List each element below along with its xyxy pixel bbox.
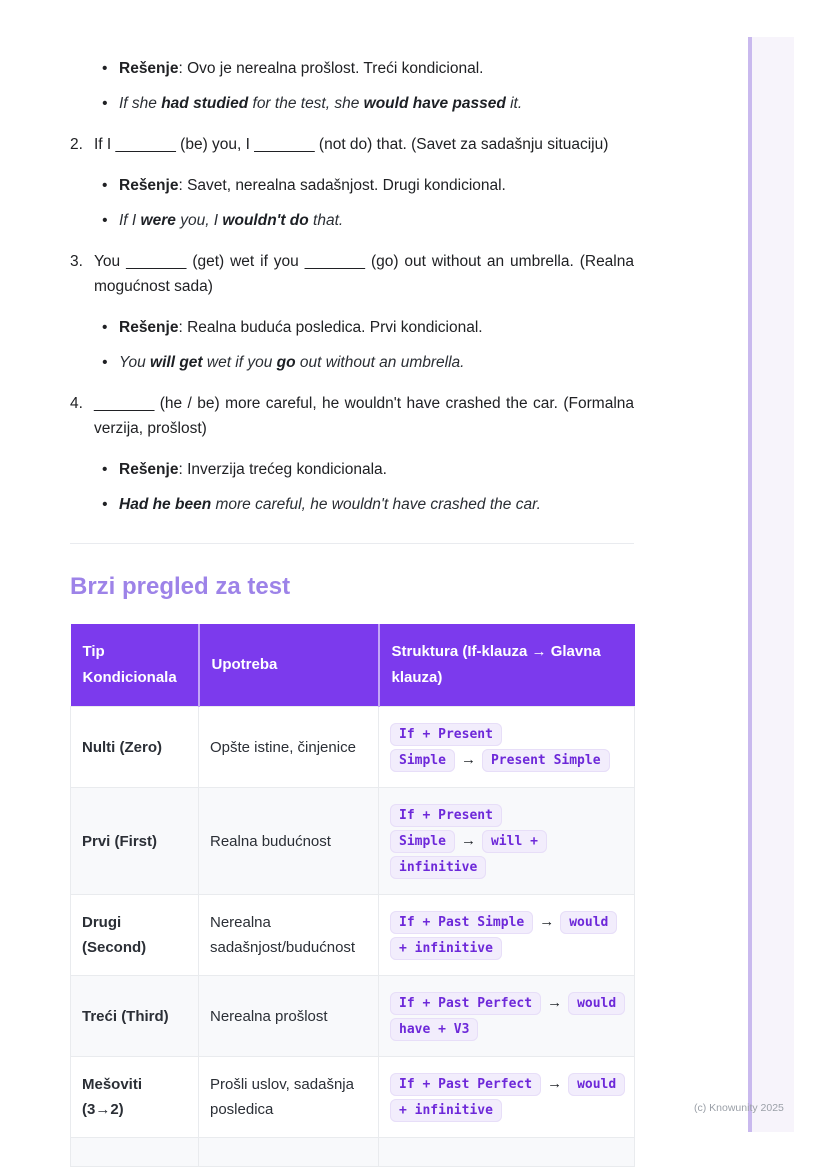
cell-usage: Nerealna sadašnjost/budućnost: [199, 895, 379, 976]
exercise-question: [70, 391, 634, 441]
table-header-row: [71, 624, 635, 707]
solution-text: : Inverzija trećeg kondicionala.: [178, 461, 387, 478]
watermark: (c) Knowunity 2025: [694, 1102, 784, 1114]
solution-text: : Realna buduća posledica. Prvi kondicional.: [178, 319, 483, 336]
cell-structure: [379, 895, 635, 976]
cell-usage: Nerealna prošlost: [199, 976, 379, 1057]
partial-cell: [379, 1138, 635, 1167]
table-row: [71, 1057, 635, 1138]
code-chip-main-clause: will + infinitive: [390, 830, 547, 879]
solution-bullet: [70, 173, 634, 198]
arrow-right-icon: →: [547, 994, 563, 1011]
question-text: _______ (he / be) more careful, he wouldn't have crashed the car. (Formalna verzija, prošlost): [94, 395, 634, 437]
question-text: If I _______ (be) you, I _______ (not do) that. (Savet za sadašnju situaciju): [94, 136, 609, 153]
example-bullet: [70, 350, 634, 375]
cell-structure: [379, 707, 635, 788]
cell-structure: [379, 976, 635, 1057]
example-text: wet if you: [202, 354, 277, 371]
cell-type: Nulti (Zero): [71, 707, 199, 788]
cell-structure: [379, 788, 635, 895]
table-row: [71, 707, 635, 788]
section-title: Brzi pregled za test: [70, 573, 291, 600]
solution-label: Rešenje: [119, 177, 179, 194]
arrow-right-icon: →: [460, 832, 476, 849]
solution-bullet: [70, 315, 634, 340]
header-cell-2: Upotreba: [199, 624, 379, 707]
arrow-right-icon: →: [539, 913, 555, 930]
solution-label: Rešenje: [119, 319, 179, 336]
example-bold-text: had studied: [161, 95, 249, 112]
question-number: 2.: [70, 136, 83, 153]
example-text: that.: [308, 212, 344, 229]
example-text: If she: [119, 95, 162, 112]
example-text: for the test, she: [248, 95, 364, 112]
example-text: more careful, he wouldn't have crashed the car.: [211, 496, 541, 513]
example-text: If I: [119, 212, 141, 229]
example-text: You: [119, 354, 151, 371]
solution-label: Rešenje: [119, 461, 179, 478]
partial-cell: [71, 1138, 199, 1167]
solution-bullet: [70, 56, 634, 81]
cell-structure: [379, 1057, 635, 1138]
arrow-right-icon: →: [460, 751, 476, 768]
table-row: [71, 895, 635, 976]
example-bold-text: will get: [150, 354, 203, 371]
code-chip-main-clause: would + infinitive: [390, 911, 617, 960]
example-text: it.: [505, 95, 523, 112]
cell-usage: Prošli uslov, sadašnja posledica: [199, 1057, 379, 1138]
example-bold-text: would have passed: [363, 95, 506, 112]
example-bold-text: wouldn't do: [222, 212, 309, 229]
solution-bullets: [70, 315, 634, 375]
example-bullet: [70, 208, 634, 233]
example-bold-text: go: [276, 354, 296, 371]
code-chip-main-clause: would + infinitive: [390, 1073, 625, 1122]
solution-label: Rešenje: [119, 60, 179, 77]
exercise-question: [70, 132, 634, 157]
cell-type: Treći (Third): [71, 976, 199, 1057]
header-cell-3: Struktura (If-klauza → Glavna klauza): [379, 624, 635, 707]
code-chip-main-clause: Present Simple: [482, 749, 610, 772]
code-chip-if-clause: If + Past Simple: [390, 911, 533, 934]
question-number: 3.: [70, 253, 83, 270]
example-text: you, I: [175, 212, 223, 229]
solution-bullets: [70, 56, 634, 116]
partial-cell: [199, 1138, 379, 1167]
code-chip-if-clause: If + Past Perfect: [390, 992, 541, 1015]
example-bullet: [70, 91, 634, 116]
table-row: [71, 976, 635, 1057]
code-chip-main-clause: would have + V3: [390, 992, 625, 1041]
example-bullet: [70, 492, 634, 517]
example-text: out without an umbrella.: [295, 354, 465, 371]
partial-table-row: [71, 1138, 635, 1167]
question-number: 4.: [70, 395, 83, 412]
cell-type: Drugi (Second): [71, 895, 199, 976]
example-bold-text: were: [140, 212, 176, 229]
arrow-right-icon: →: [547, 1075, 563, 1092]
code-chip-if-clause: If + Present Simple: [390, 804, 502, 853]
table-body: [71, 707, 635, 1167]
solution-text: : Ovo je nerealna prošlost. Treći kondicional.: [178, 60, 484, 77]
cell-type: Mešoviti (3→2): [71, 1057, 199, 1138]
section-divider: [70, 543, 634, 544]
header-cell-1: Tip Kondicionala: [71, 624, 199, 707]
exercise-list: [70, 56, 634, 517]
page-edge-strip: [748, 37, 794, 1132]
review-table: [70, 624, 635, 1167]
solution-bullet: [70, 457, 634, 482]
solution-bullets: [70, 173, 634, 233]
question-text: You _______ (get) wet if you _______ (go) out without an umbrella. (Realna mogućnost sada): [94, 253, 634, 295]
exercise-question: [70, 249, 634, 299]
code-chip-if-clause: If + Present Simple: [390, 723, 502, 772]
example-bold-text: Had he been: [119, 496, 212, 513]
solution-text: : Savet, nerealna sadašnjost. Drugi kondicional.: [178, 177, 506, 194]
table-row: [71, 788, 635, 895]
cell-type: Prvi (First): [71, 788, 199, 895]
code-chip-if-clause: If + Past Perfect: [390, 1073, 541, 1096]
solution-bullets: [70, 457, 634, 517]
cell-usage: Realna budućnost: [199, 788, 379, 895]
content-column: [70, 0, 634, 1167]
cell-usage: Opšte istine, činjenice: [199, 707, 379, 788]
